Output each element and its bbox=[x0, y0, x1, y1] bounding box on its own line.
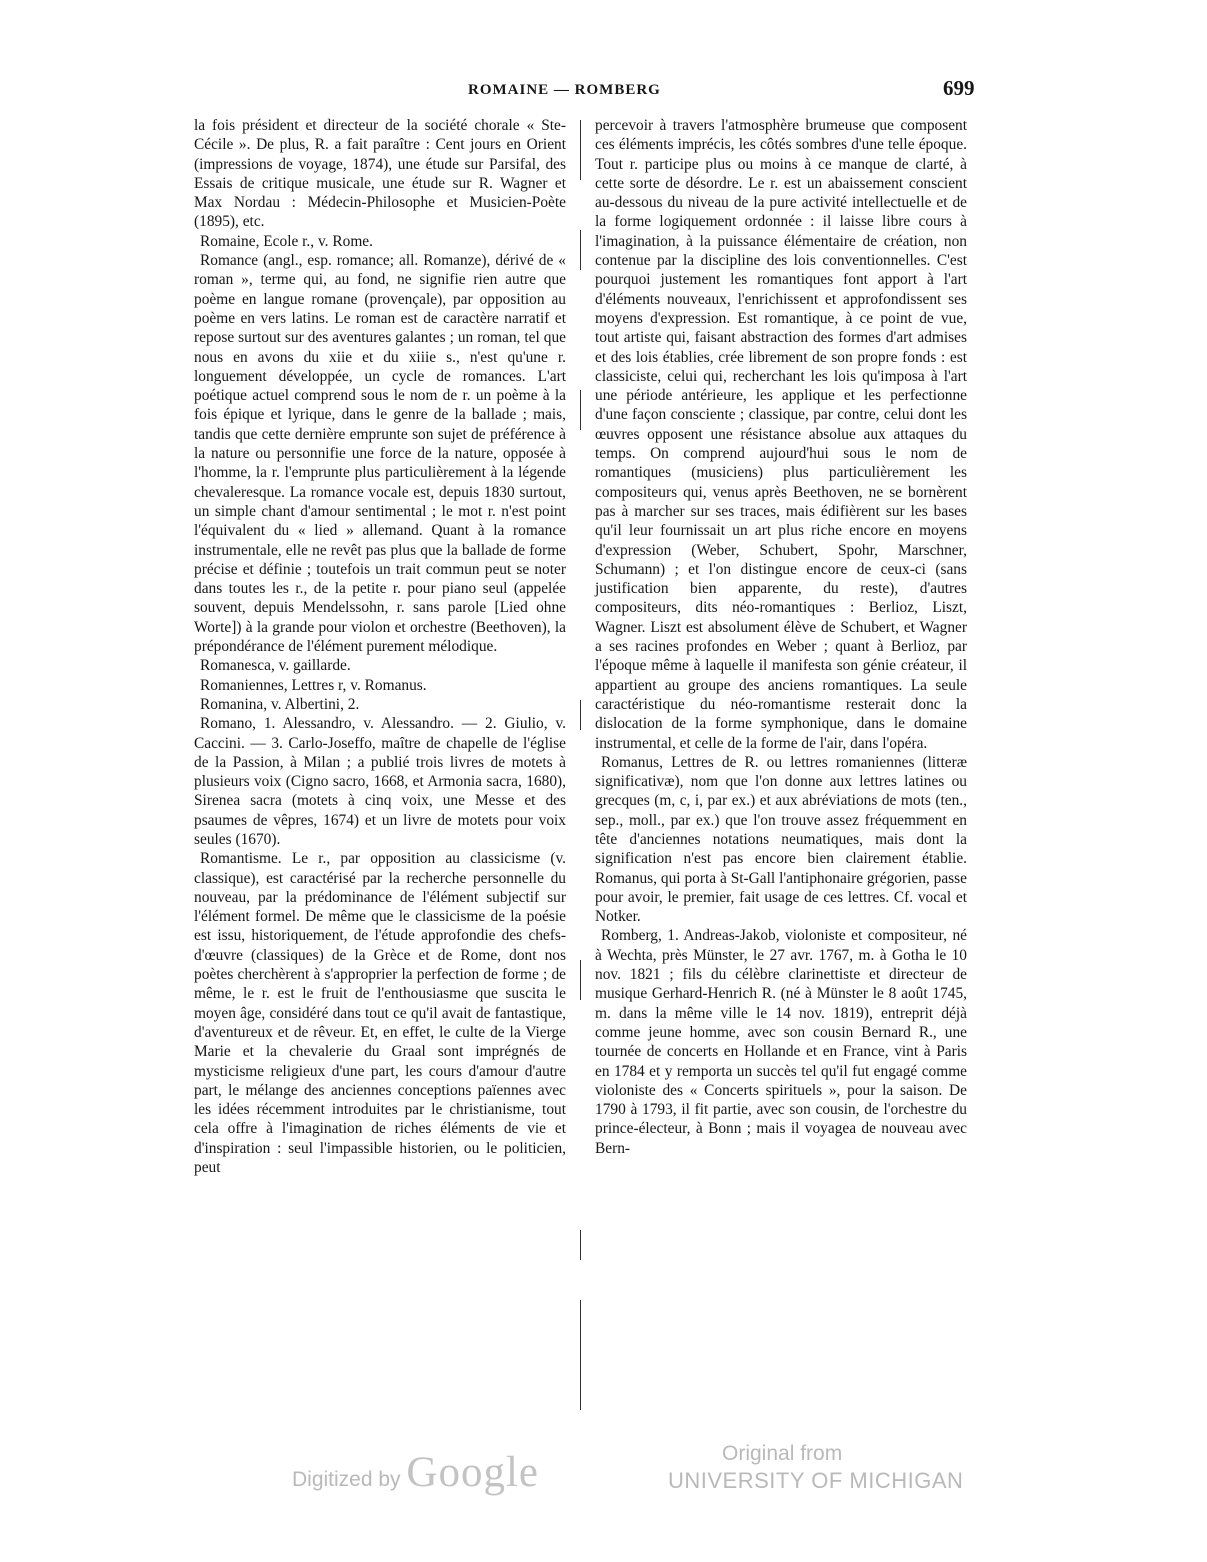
entry-romanina: Romanina, v. Albertini, 2. bbox=[200, 695, 360, 713]
paragraph-continuation: la fois président et directeur de la société chorale « Ste-Cécile ». De plus, R. a fait paraître : Cent jours en Orient (impressions de voyage, 1874), une étude sur Parsifal, des Essais de critique musicale, une étude sur R. Wagner et Max Nordau : Médecin-Philosophe et Musicien-Poète (1895), etc. bbox=[194, 117, 566, 231]
entry-romaniennes: Romaniennes, Lettres r, v. Romanus. bbox=[200, 676, 427, 694]
entry-romaine: Romaine, Ecole r., v. Rome. bbox=[200, 232, 373, 250]
column-divider bbox=[580, 1300, 581, 1410]
header-title: ROMAINE — ROMBERG bbox=[468, 82, 661, 98]
left-column bbox=[194, 116, 566, 1177]
entry-romanus: Romanus, Lettres de R. ou lettres romaniennes (litteræ significativæ), nom que l'on donne aux lettres latines ou grecques (m, c, i, par ex.) et aux abréviations de mots (ten., sep., moll., par ex.) que l'on trouve assez fréquemment en tête d'anciennes notations neumatiques, mais dont la signification n'est pas encore bien clairement établie. Romanus, qui porta à St-Gall l'antiphonaire grégorien, passe pour avoir, le premier, fait usage de ces lettres. Cf. vocal et Notker. bbox=[595, 753, 967, 926]
column-divider bbox=[580, 230, 581, 270]
column-divider bbox=[580, 960, 581, 1000]
column-divider bbox=[580, 700, 581, 730]
original-from-label: Original from bbox=[722, 1442, 843, 1465]
entry-romanesca: Romanesca, v. gaillarde. bbox=[200, 657, 351, 675]
paragraph-continuation: percevoir à travers l'atmosphère brumeuse que composent ces éléments imprécis, les côtés sombres d'une telle époque. Tout r. participe plus ou moins à ce manque de clarté, à cette sorte de désordre. Le r. est un abaissement conscient au-dessous du niveau de la pure activité intellectuelle et de la forme logiquement ordonnée : il laisse libre cours à l'imagination, à la puissance élémentaire de création, non contenue par la discipline des lois conventionnelles. C'est pourquoi justement les romantiques font apport à l'art d'éléments nouveaux, l'enrichissent et approfondissent ses moyens d'expression. Est romantique, à ce point de vue, tout artiste qui, faisant abstraction des formes d'art admises et des lois établies, crée librement de son propre fonds : est classiciste, celui qui, recherchant les lois qu'imposa à l'art une période antérieure, les applique et les perfectionne d'une façon consciente ; classique, par contre, celui dont les œuvres opposent une résistance absolue aux attaques du temps. On comprend aujourd'hui sous le nom de romantiques (musiciens) plus particulièrement les compositeurs qui, venus après Beethoven, ne se bornèrent pas à marcher sur ses traces, mais édifièrent sur les bases qu'il leur fournissait un art plus riche encore en moyens d'expression (Weber, Schubert, Spohr, Marschner, Schumann) ; et l'on distingue encore de ceux-ci (sans justification bien apparente, du reste), d'autres compositeurs, dits néo-romantiques : Berlioz, Liszt, Wagner. Liszt est absolument élève de Schubert, et Wagner a ses racines profondes en Weber ; quant à Berlioz, par l'époque même à laquelle il manifesta son génie créateur, il appartient au groupe des anciens romantiques. La seule caractéristique du néo-romantisme resterait donc la dislocation de la forme symphonique, dans le domaine instrumental, et celle de la forme de l'air, dans l'opéra. bbox=[595, 117, 967, 752]
column-divider bbox=[580, 120, 581, 180]
university-label: UNIVERSITY OF MICHIGAN bbox=[668, 1468, 964, 1493]
entry-romantisme: Romantisme. Le r., par opposition au classicisme (v. classique), est caractérisé par la recherche personnelle du nouveau, par la prédominance de l'élément subjectif sur l'élément formel. De même que le classicisme de la poésie est issu, historiquement, de l'étude approfondie des chefs-d'œuvre (classiques) de la Grèce et de Rome, dont nos poètes cherchèrent à s'approprier la perfection de forme ; de même, le r. est le fruit de l'enthousiasme que suscita le moyen âge, considéré dans tout ce qu'il avait de fantastique, d'aventureux et de rêveur. Et, en effet, le culte de la Vierge Marie et la chevalerie du Graal sont imprégnés de mysticisme religieux d'une part, les cours d'amour d'autre part, le mélange des anciennes conceptions païennes avec les idées récemment introduites par le christianisme, tout cela offre à l'imagination de riches éléments de vie et d'inspiration : seul l'impassible historien, ou le politicien, peut bbox=[194, 850, 566, 1177]
google-logo: Google bbox=[406, 1449, 539, 1496]
entry-romberg: Romberg, 1. Andreas-Jakob, violoniste et compositeur, né à Wechta, près Münster, le 27 avr. 1767, m. à Gotha le 10 nov. 1821 ; fils du célèbre clarinettiste et directeur de musique Gerhard-Henrich R. (né à Münster le 8 août 1745, m. dans la même ville le 14 nov. 1819), entreprit déjà comme jeune homme, avec son cousin Bernard R., une tournée de concerts en Hollande et en France, vint à Paris en 1784 et y remporta un succès tel qu'il fut engagé comme violoniste des « Concerts spirituels », pour la saison. De 1790 à 1793, il fit partie, avec son cousin, de l'orchestre du prince-électeur, à Bonn ; mais il voyagea de nouveau avec Bern- bbox=[595, 927, 967, 1157]
column-divider bbox=[580, 390, 581, 430]
entry-romance: Romance (angl., esp. romance; all. Romanze), dérivé de « roman », terme qui, au fond, ne signifie rien autre que poème en langue romane (provençale), par opposition au poème en vers latins. Le roman est de caractère narratif et repose surtout sur des aventures galantes ; un roman, tel que nous en avons du xiie et du xiiie s., n'est qu'une r. longuement développée, un cycle de romances. L'art poétique actuel comprend sous le nom de r. un poème à la fois épique et lyrique, dans le genre de la ballade ; mais, tandis que cette dernière emprunte son sujet de préférence à la nature ou personnifie une force de la nature, opposée à l'homme, la r. l'emprunte plus particulièrement à la légende chevaleresque. La romance vocale est, depuis 1830 surtout, un simple chant d'amour sentimental ; le mot r. n'est point l'équivalent du « lied » allemand. Quant à la romance instrumentale, elle ne revêt pas plus que la ballade de forme précise et définie ; toutefois un trait commun peut se noter dans toutes les r., de la petite r. pour piano seul (appelée souvent, depuis Mendelssohn, r. sans parole [Lied ohne Worte]) à la grande pour violon et orchestre (Beethoven), la prépondérance de l'élément purement mélodique. bbox=[194, 252, 566, 656]
entry-romano: Romano, 1. Alessandro, v. Alessandro. — 2. Giulio, v. Caccini. — 3. Carlo-Joseffo, maître de chapelle de l'église de la Passion, à Milan ; a publié trois livres de motets à plusieurs voix (Cigno sacro, 1668, et Armonia sacra, 1680), Sirenea sacra (motets à cinq voix, une Messe et des psaumes de vêpres, 1674) et un livre de motets pour voix seules (1670). bbox=[194, 715, 566, 848]
page-number: 699 bbox=[943, 76, 975, 100]
right-column bbox=[595, 116, 967, 1158]
digitized-by-label: Digitized by bbox=[292, 1468, 401, 1491]
digitized-by-text bbox=[292, 1448, 539, 1497]
column-divider bbox=[580, 1230, 581, 1260]
